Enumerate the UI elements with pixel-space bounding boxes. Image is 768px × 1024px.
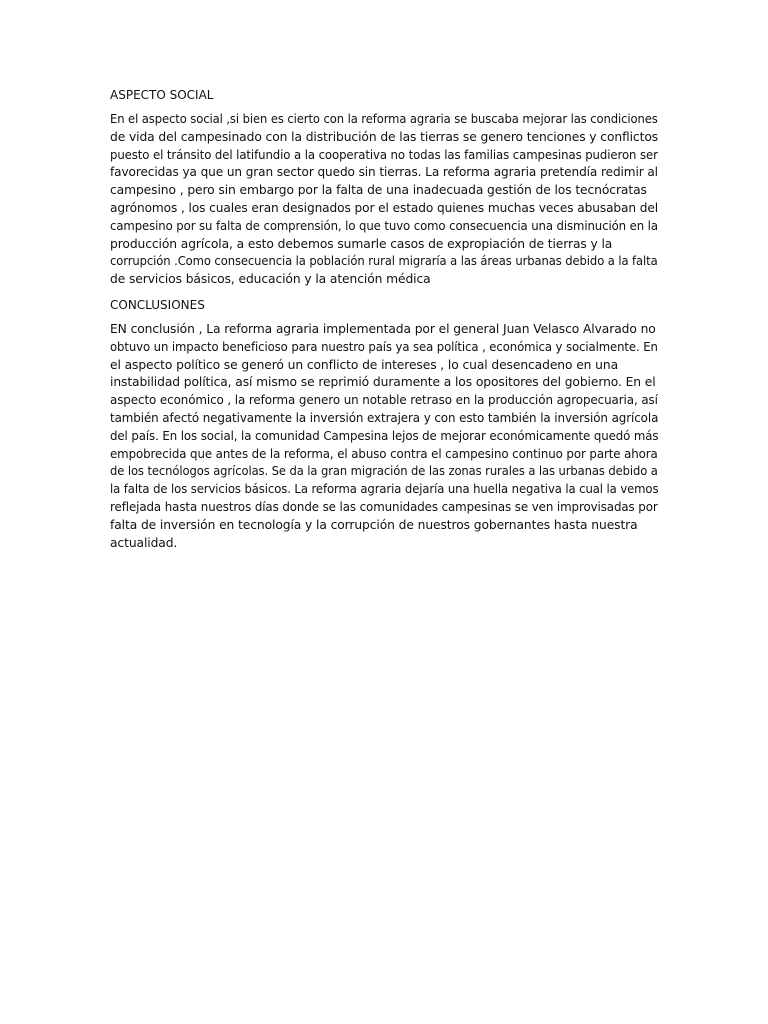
text-line: campesino por su falta de comprensión, lo que tuvo como consecuencia una disminución en la bbox=[110, 218, 658, 233]
text-line: actualidad. bbox=[110, 535, 178, 550]
text-line: obtuvo un impacto beneficioso para nuestro país ya sea política , económica y socialmente. En bbox=[110, 339, 658, 354]
text-line: reflejada hasta nuestros días donde se las comunidades campesinas se ven improvisadas por bbox=[110, 499, 658, 514]
text-line: falta de inversión en tecnología y la corrupción de nuestros gobernantes hasta nuestra bbox=[110, 517, 638, 532]
text-line: corrupción .Como consecuencia la población rural migraría a las áreas urbanas debido a la falta bbox=[110, 254, 658, 269]
text-line: producción agrícola, a esto debemos sumarle casos de expropiación de tierras y la bbox=[110, 236, 613, 251]
text-line: campesino , pero sin embargo por la falta de una inadecuada gestión de los tecnócratas bbox=[110, 183, 647, 198]
text-line: En el aspecto social ,si bien es cierto con la reforma agraria se buscaba mejorar las condiciones bbox=[110, 112, 658, 126]
section-heading-aspecto-social: ASPECTO SOCIAL bbox=[110, 88, 214, 102]
text-line: la falta de los servicios básicos. La reforma agraria dejaría una huella negativa la cual la vemos bbox=[110, 482, 659, 497]
text-line: aspecto económico , la reforma genero un notable retraso en la producción agropecuaria, así bbox=[110, 393, 658, 408]
text-line: empobrecida que antes de la reforma, el abuso contra el campesino continuo por parte ahora bbox=[110, 446, 658, 461]
text-line: EN conclusión , La reforma agraria implementada por el general Juan Velasco Alvarado no bbox=[110, 321, 656, 336]
text-line: también afectó negativamente la inversión extrajera y con esto también la inversión agrícola bbox=[110, 410, 659, 425]
text-line: de vida del campesinado con la distribución de las tierras se genero tenciones y conflictos bbox=[110, 129, 659, 144]
text-line: agrónomos , los cuales eran designados por el estado quienes muchas veces abusaban del bbox=[110, 200, 659, 215]
text-line: de los tecnólogos agrícolas. Se da la gran migración de las zonas rurales a las urbanas debido a bbox=[110, 464, 658, 479]
text-line: del país. En los social, la comunidad Campesina lejos de mejorar económicamente quedó más bbox=[110, 428, 659, 443]
section-paragraph-aspecto-social bbox=[110, 111, 658, 289]
text-line: de servicios básicos, educación y la atención médica bbox=[110, 272, 431, 287]
text-line: el aspecto político se generó un conflicto de intereses , lo cual desencadeno en una bbox=[110, 357, 619, 372]
text-line: puesto el tránsito del latifundio a la cooperativa no todas las familias campesinas pudieron ser bbox=[110, 147, 658, 162]
text-line: instabilidad política, así mismo se reprimió duramente a los opositores del gobierno. En el bbox=[110, 375, 656, 390]
text-line: favorecidas ya que un gran sector quedo sin tierras. La reforma agraria pretendía redimir al bbox=[110, 165, 658, 180]
document-page bbox=[110, 86, 658, 559]
section-heading-conclusiones: CONCLUSIONES bbox=[110, 297, 205, 312]
section-paragraph-conclusiones bbox=[110, 321, 658, 552]
